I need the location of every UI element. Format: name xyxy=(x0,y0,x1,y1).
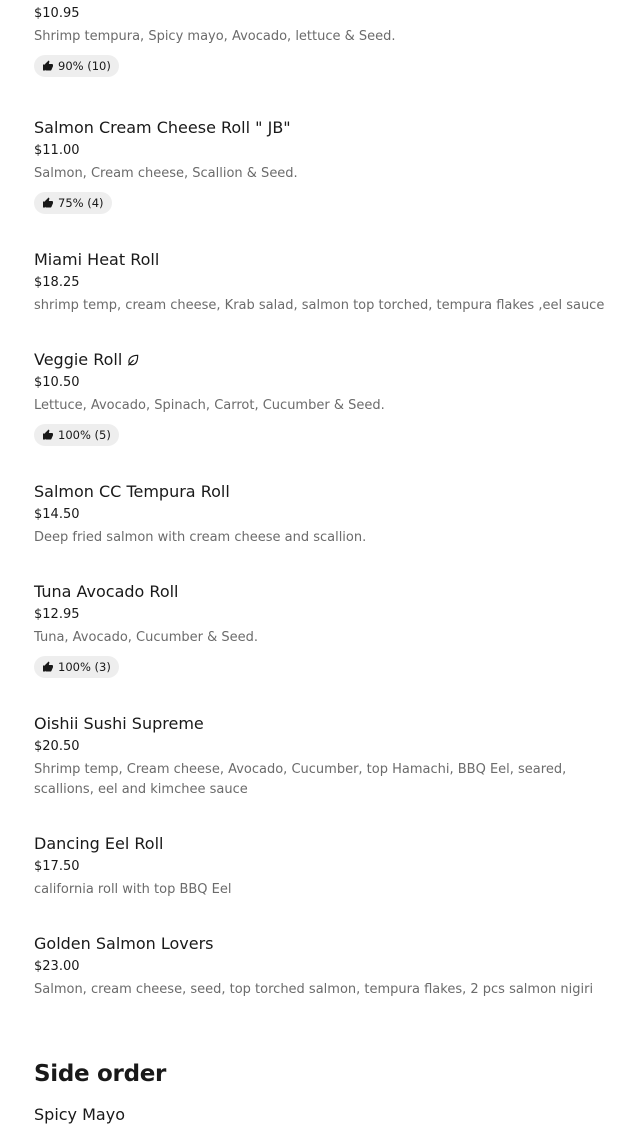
item-name: Tuna Avocado Roll xyxy=(34,582,179,601)
item-name: Salmon Cream Cheese Roll " JB" xyxy=(34,118,291,137)
leaf-icon xyxy=(126,353,140,367)
item-name: Miami Heat Roll xyxy=(34,250,160,269)
item-description: Shrimp temp, Cream cheese, Avocado, Cucumber, top Hamachi, BBQ Eel, seared, scallions, eel and kimchee sauce xyxy=(34,762,567,797)
rating-badge xyxy=(34,192,112,214)
item-price: $11.00 xyxy=(34,143,80,158)
item-name: Golden Salmon Lovers xyxy=(34,934,214,953)
item-price: $10.50 xyxy=(34,375,80,390)
menu-item-shrimp-tempura-roll[interactable] xyxy=(34,0,624,77)
rating-text: 100% (3) xyxy=(58,660,111,674)
menu-item-salmon-cc-tempura-roll[interactable] xyxy=(34,481,624,548)
item-name xyxy=(34,0,624,2)
item-name: Salmon CC Tempura Roll xyxy=(34,482,230,501)
thumbs-up-icon xyxy=(42,197,54,209)
item-description: shrimp temp, cream cheese, Krab salad, salmon top torched, tempura flakes ,eel sauce xyxy=(34,298,605,313)
item-name: Oishii Sushi Supreme xyxy=(34,714,204,733)
item-description: Salmon, Cream cheese, Scallion & Seed. xyxy=(34,166,298,181)
item-name: Spicy Mayo xyxy=(34,1105,125,1124)
item-description: california roll with top BBQ Eel xyxy=(34,882,232,897)
rating-badge xyxy=(34,55,119,77)
menu-item-tuna-avocado-roll[interactable] xyxy=(34,581,624,678)
menu-item-salmon-cream-cheese-roll[interactable] xyxy=(34,117,624,214)
item-price: $12.95 xyxy=(34,607,80,622)
rating-badge xyxy=(34,656,119,678)
rating-text: 90% (10) xyxy=(58,59,111,73)
thumbs-up-icon xyxy=(42,661,54,673)
item-price: $10.95 xyxy=(34,6,80,21)
menu-item-golden-salmon-lovers[interactable] xyxy=(34,933,624,1000)
item-price: $17.50 xyxy=(34,859,80,874)
item-description: Tuna, Avocado, Cucumber & Seed. xyxy=(34,630,259,645)
thumbs-up-icon xyxy=(42,429,54,441)
item-price: $23.00 xyxy=(34,959,80,974)
menu-item-miami-heat-roll[interactable] xyxy=(34,249,624,316)
menu-item-oishii-sushi-supreme[interactable] xyxy=(34,713,624,800)
rating-badge xyxy=(34,424,119,446)
item-name: Dancing Eel Roll xyxy=(34,834,164,853)
item-price: $14.50 xyxy=(34,507,80,522)
item-description: Shrimp tempura, Spicy mayo, Avocado, lettuce & Seed. xyxy=(34,29,396,44)
menu-item-veggie-roll[interactable] xyxy=(34,349,624,446)
item-name: Veggie Roll xyxy=(34,349,624,371)
item-price: $18.25 xyxy=(34,275,80,290)
section-title-side-order: Side order xyxy=(34,1061,167,1087)
rating-text: 75% (4) xyxy=(58,196,104,210)
item-description: Salmon, cream cheese, seed, top torched salmon, tempura flakes, 2 pcs salmon nigiri xyxy=(34,982,594,997)
thumbs-up-icon xyxy=(42,60,54,72)
item-description: Lettuce, Avocado, Spinach, Carrot, Cucumber & Seed. xyxy=(34,398,385,413)
item-price: $20.50 xyxy=(34,739,80,754)
rating-text: 100% (5) xyxy=(58,428,111,442)
item-description: Deep fried salmon with cream cheese and scallion. xyxy=(34,530,367,545)
menu-item-dancing-eel-roll[interactable] xyxy=(34,833,624,900)
